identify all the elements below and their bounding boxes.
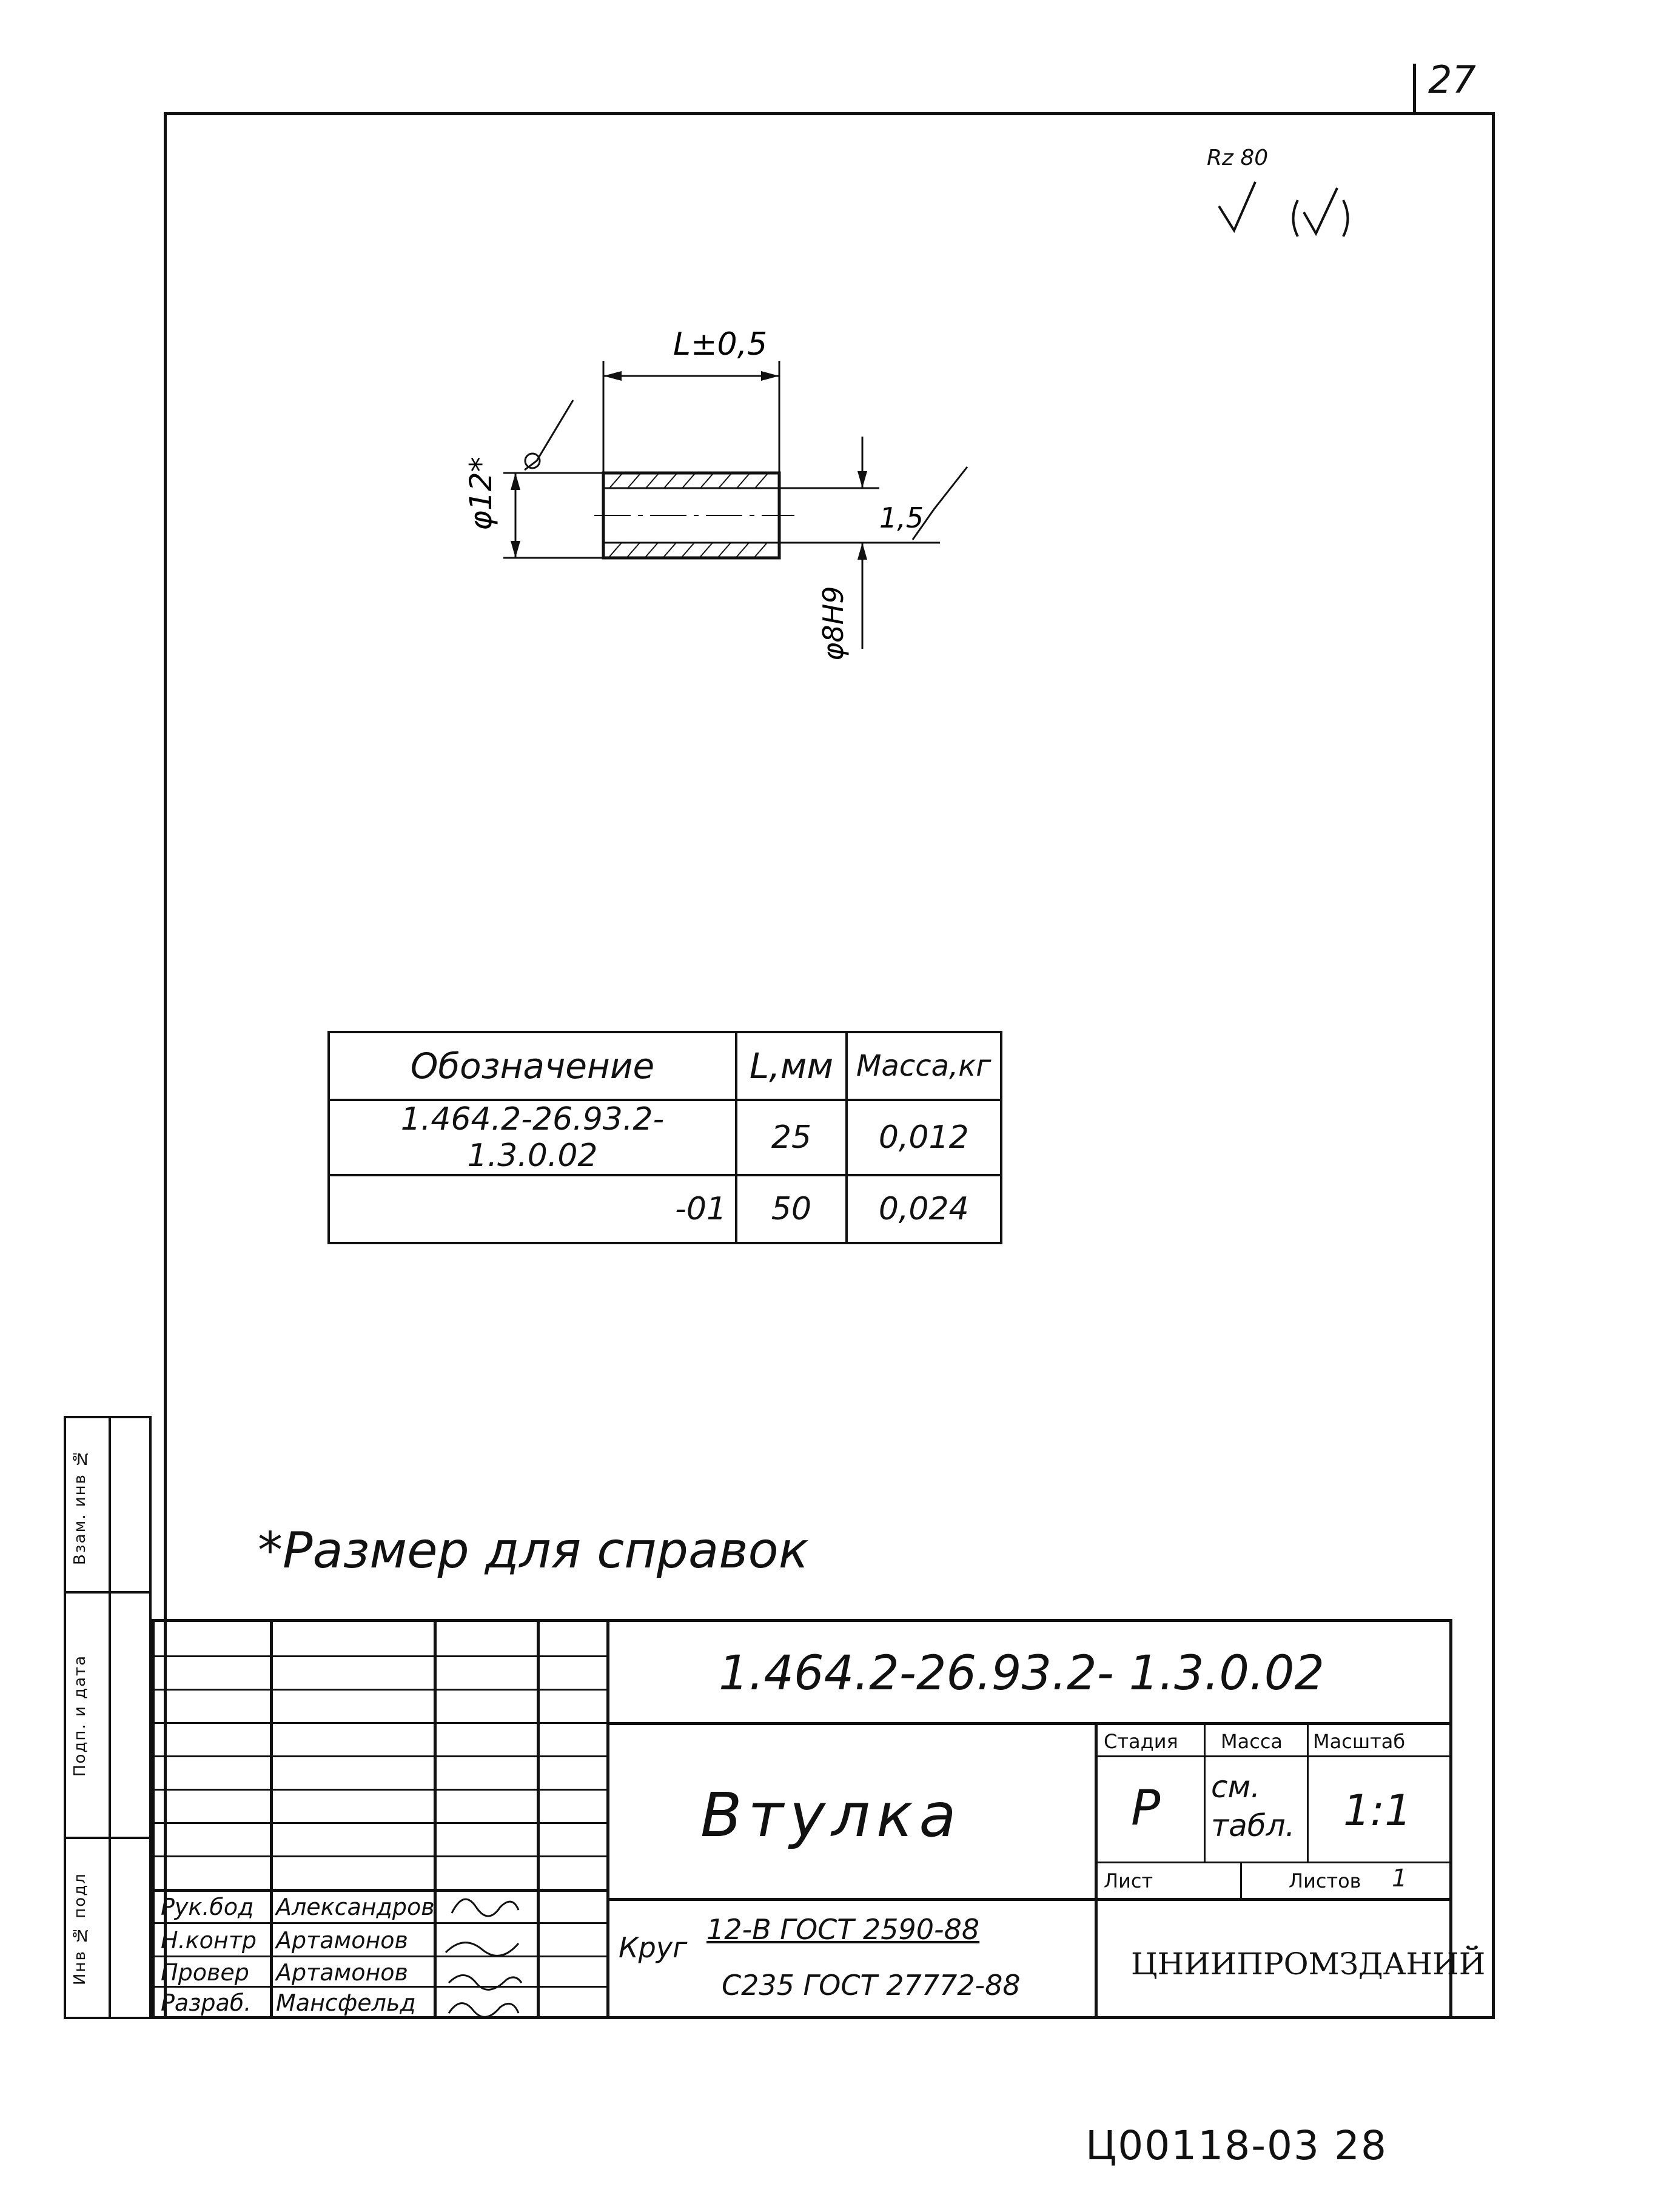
mass-header: Масса xyxy=(1221,1730,1283,1753)
cell-length: 50 xyxy=(736,1175,847,1243)
page-corner-line xyxy=(1413,64,1416,112)
cell-designation: 1.464.2-26.93.2-1.3.0.02 xyxy=(329,1100,736,1175)
section-hatch-top xyxy=(609,474,767,488)
archive-stamp: Ц00118-03 28 xyxy=(1086,2122,1388,2169)
table-row xyxy=(329,1100,1001,1175)
organization-name: ЦНИИПРОМЗДАНИЙ xyxy=(1131,1946,1486,1982)
signature-role: Разраб. xyxy=(161,1989,252,2016)
scale-header: Масштаб xyxy=(1313,1730,1406,1753)
signature-name: Александров xyxy=(276,1894,435,1920)
material-line-2: С235 ГОСТ 27772-88 xyxy=(722,1969,1021,2002)
reference-note: *Размер для справок xyxy=(258,1522,809,1580)
page-number: 27 xyxy=(1428,58,1476,102)
side-label-signature-date: Подп. и дата xyxy=(71,1654,89,1777)
sheets-count: 1 xyxy=(1392,1865,1408,1892)
roughness-label: Rz 80 xyxy=(1207,146,1269,170)
stage-header: Стадия xyxy=(1104,1730,1178,1753)
signatures-scribble xyxy=(440,1852,537,2019)
side-margin-strip xyxy=(64,1416,152,2019)
signature-name: Артамонов xyxy=(276,1959,408,1986)
stage-value: Р xyxy=(1131,1780,1161,1836)
side-label-replacement: Взам. инв № xyxy=(71,1447,89,1565)
part-drawing xyxy=(455,321,1061,716)
material-line-1: 12-В ГОСТ 2590-88 xyxy=(706,1913,980,1946)
side-label-inventory: Инв № подл xyxy=(71,1872,89,1986)
part-name: Втулка xyxy=(700,1780,962,1851)
signature-name: Артамонов xyxy=(276,1927,408,1954)
drawing-designation: 1.464.2-26.93.2- 1.3.0.02 xyxy=(719,1646,1325,1701)
cell-length: 25 xyxy=(736,1100,847,1175)
title-block xyxy=(152,1619,1486,2019)
sheet-label: Лист xyxy=(1104,1869,1153,1892)
cell-designation: -01 xyxy=(329,1175,736,1243)
table-row xyxy=(329,1175,1001,1243)
spec-table xyxy=(327,1031,1002,1244)
signature-role: Провер xyxy=(161,1959,249,1986)
section-hatch-bottom xyxy=(609,543,767,557)
scale-value: 1:1 xyxy=(1343,1786,1412,1835)
mass-value: см. табл. xyxy=(1211,1769,1295,1843)
material-prefix: Круг xyxy=(619,1931,688,1964)
header-length: L,мм xyxy=(736,1032,847,1100)
surface-roughness xyxy=(1207,146,1389,269)
signature-name: Мансфельд xyxy=(276,1989,416,2016)
signature-role: Рук.бод xyxy=(161,1894,254,1920)
header-designation: Обозначение xyxy=(329,1032,736,1100)
table-header-row xyxy=(329,1032,1001,1100)
inner-diameter-label: φ8H9 xyxy=(817,586,850,661)
header-mass: Масса,кг xyxy=(847,1032,1001,1100)
sheets-label: Листов xyxy=(1289,1869,1361,1892)
length-dimension-label: L±0,5 xyxy=(673,326,768,363)
signature-role: Н.контр xyxy=(161,1927,257,1954)
outer-diameter-label: φ12* xyxy=(463,457,498,531)
cell-mass: 0,012 xyxy=(847,1100,1001,1175)
cell-mass: 0,024 xyxy=(847,1175,1001,1243)
chamfer-label: 1,5 xyxy=(879,501,924,534)
